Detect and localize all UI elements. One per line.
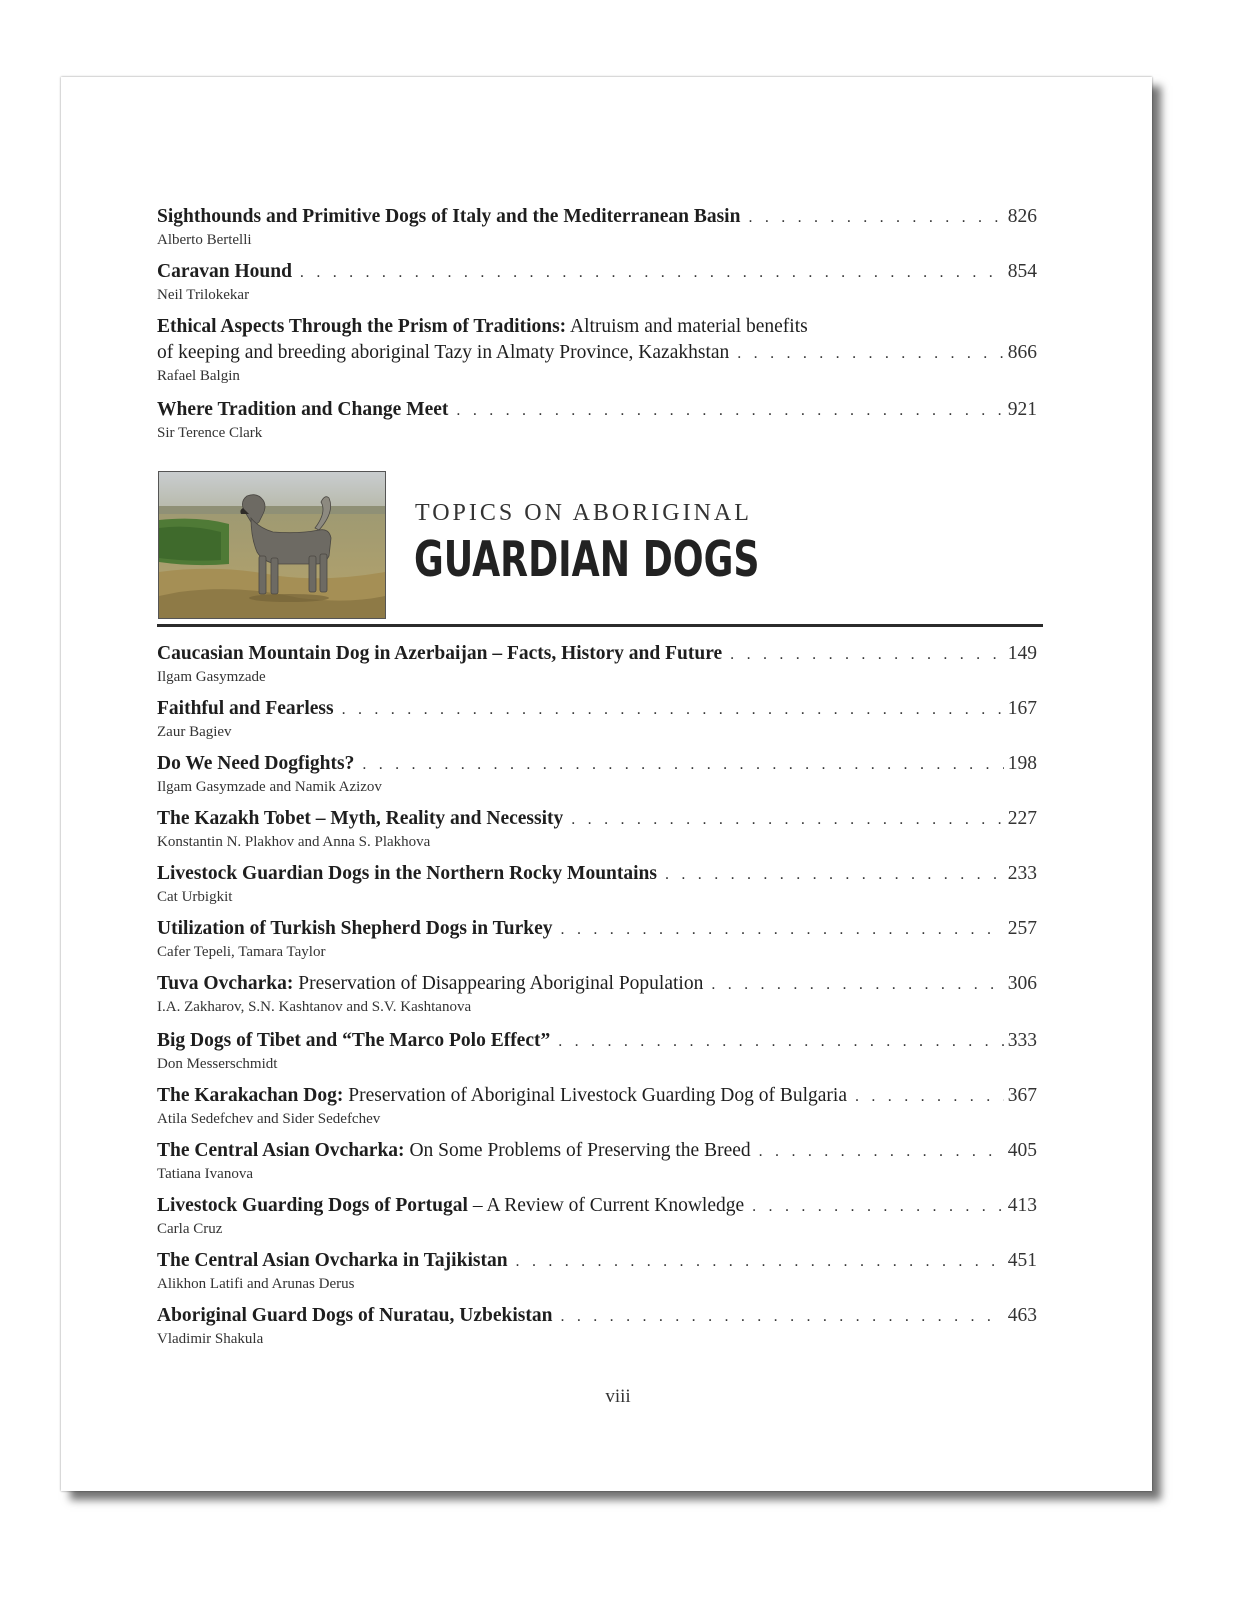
page-number-footer: viii <box>605 1386 631 1407</box>
entry-title: The Central Asian Ovcharka in Tajikistan <box>157 1250 508 1271</box>
page-number: 198 <box>1007 753 1037 774</box>
page-number: 854 <box>1007 261 1037 282</box>
page-number: 149 <box>1007 643 1037 664</box>
page-number: 413 <box>1007 1195 1037 1216</box>
entry-author: Carla Cruz <box>157 1221 223 1237</box>
leader-dots <box>759 1139 1004 1165</box>
section-subtitle: TOPICS ON ABORIGINAL <box>415 500 752 526</box>
leader-dots <box>711 972 1003 998</box>
entry-subtitle: Preservation of Disappearing Aboriginal Population <box>293 973 704 994</box>
entry-author: Sir Terence Clark <box>157 425 263 441</box>
toc-entry <box>157 204 1037 249</box>
entry-subtitle: – A Review of Current Knowledge <box>467 1195 745 1216</box>
entry-title: Aboriginal Guard Dogs of Nuratau, Uzbekistan <box>157 1305 553 1326</box>
entry-author: Cat Urbigkit <box>157 889 233 905</box>
toc-entry <box>157 971 1037 1016</box>
page-number: 826 <box>1007 206 1037 227</box>
page-number: 306 <box>1007 973 1037 994</box>
toc-entry <box>157 1303 1037 1348</box>
entry-author: Zaur Bagiev <box>157 724 232 740</box>
leader-dots <box>516 1249 1004 1275</box>
leader-dots <box>855 1084 1004 1110</box>
dog-photo <box>158 471 386 619</box>
entry-author: Atila Sedefchev and Sider Sedefchev <box>157 1111 381 1127</box>
entry-author: Cafer Tepeli, Tamara Taylor <box>157 944 326 960</box>
entry-title: Utilization of Turkish Shepherd Dogs in Turkey <box>157 918 553 939</box>
entry-author: Alberto Bertelli <box>157 232 252 248</box>
leader-dots <box>561 917 1004 943</box>
entry-title: Big Dogs of Tibet and “The Marco Polo Effect” <box>157 1030 551 1051</box>
page-number: 451 <box>1007 1250 1037 1271</box>
page-number: 405 <box>1007 1140 1037 1161</box>
leader-dots <box>665 862 1004 888</box>
leader-dots <box>571 807 1003 833</box>
page-number: 333 <box>1007 1030 1037 1051</box>
toc-entry <box>157 259 1037 304</box>
entry-title: Where Tradition and Change Meet <box>157 399 449 420</box>
entry-title: Caravan Hound <box>157 261 292 282</box>
entry-author: Ilgam Gasymzade <box>157 669 266 685</box>
leader-dots <box>730 642 1004 668</box>
entry-title: Livestock Guardian Dogs in the Northern Rocky Mountains <box>157 863 657 884</box>
toc-entry <box>157 641 1037 686</box>
entry-author: Konstantin N. Plakhov and Anna S. Plakhova <box>157 834 431 850</box>
page-number: 866 <box>1007 342 1037 363</box>
leader-dots <box>560 1304 1003 1330</box>
toc-entry <box>157 806 1037 851</box>
leader-dots <box>362 752 1003 778</box>
toc-entry <box>157 696 1037 741</box>
page-number: 463 <box>1007 1305 1037 1326</box>
page-number: 167 <box>1007 698 1037 719</box>
entry-author: Don Messerschmidt <box>157 1056 278 1072</box>
entry-author: I.A. Zakharov, S.N. Kashtanov and S.V. Kashtanova <box>157 999 472 1015</box>
entry-title: The Central Asian Ovcharka: <box>157 1140 405 1161</box>
entry-author: Vladimir Shakula <box>157 1331 264 1347</box>
entry-title: Faithful and Fearless <box>157 698 334 719</box>
section-divider <box>157 624 1043 627</box>
toc-entry <box>157 314 1037 385</box>
toc-entry <box>157 1083 1037 1128</box>
entry-title: Ethical Aspects Through the Prism of Traditions: <box>157 316 567 337</box>
leader-dots <box>300 260 1004 286</box>
leader-dots <box>558 1029 1004 1055</box>
entry-author: Ilgam Gasymzade and Namik Azizov <box>157 779 382 795</box>
page-number: 257 <box>1007 918 1037 939</box>
section-title: GUARDIAN DOGS <box>414 531 760 588</box>
entry-subtitle: On Some Problems of Preserving the Breed <box>404 1140 751 1161</box>
toc-entry <box>157 751 1037 796</box>
entry-author: Rafael Balgin <box>157 368 240 384</box>
entry-subtitle-line2: of keeping and breeding aboriginal Tazy in Almaty Province, Kazakhstan <box>157 342 730 363</box>
toc-entry <box>157 397 1037 442</box>
leader-dots <box>342 697 1004 723</box>
entry-title: The Karakachan Dog: <box>157 1085 344 1106</box>
entry-subtitle: Altruism and material benefits <box>566 316 808 337</box>
leader-dots <box>752 1194 1004 1220</box>
entry-title: Tuva Ovcharka: <box>157 973 294 994</box>
toc-entry <box>157 1193 1037 1238</box>
toc-entry <box>157 1028 1037 1073</box>
toc-entry <box>157 916 1037 961</box>
page-number: 227 <box>1007 808 1037 829</box>
leader-dots <box>748 205 1003 231</box>
leader-dots <box>456 398 1003 424</box>
entry-subtitle: Preservation of Aboriginal Livestock Guarding Dog of Bulgaria <box>343 1085 847 1106</box>
toc-entry <box>157 861 1037 906</box>
entry-title: The Kazakh Tobet – Myth, Reality and Necessity <box>157 808 564 829</box>
toc-entry <box>157 1138 1037 1183</box>
entry-author: Neil Trilokekar <box>157 287 250 303</box>
entry-title: Do We Need Dogfights? <box>157 753 355 774</box>
page-number: 921 <box>1007 399 1037 420</box>
entry-title: Caucasian Mountain Dog in Azerbaijan – Facts, History and Future <box>157 643 723 664</box>
entry-title: Livestock Guarding Dogs of Portugal <box>157 1195 468 1216</box>
leader-dots <box>737 341 1003 367</box>
toc-entry <box>157 1248 1037 1293</box>
entry-author: Alikhon Latifi and Arunas Derus <box>157 1276 355 1292</box>
entry-title: Sighthounds and Primitive Dogs of Italy and the Mediterranean Basin <box>157 206 741 227</box>
page-number: 367 <box>1007 1085 1037 1106</box>
page-number: 233 <box>1007 863 1037 884</box>
entry-author: Tatiana Ivanova <box>157 1166 253 1182</box>
